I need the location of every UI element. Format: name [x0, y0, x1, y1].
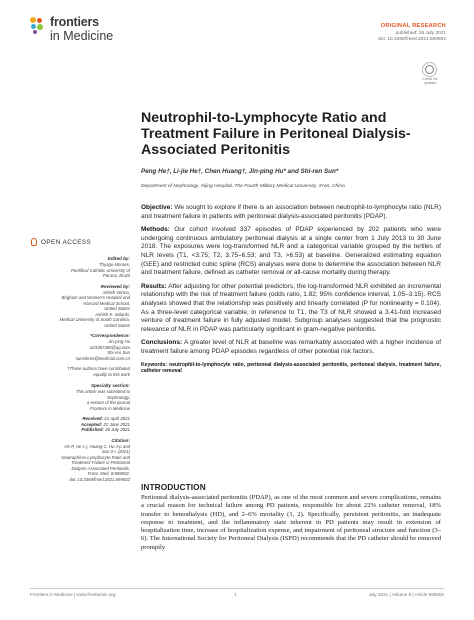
- correspondent-email[interactable]: 523367300@qq.com: [90, 344, 130, 350]
- citation-line: Front. Med. 8:699502.: [87, 471, 130, 477]
- published-date: [31, 427, 130, 433]
- reviewed-by: [31, 284, 130, 329]
- footer-journal-link[interactable]: Frontiers in Medicine | www.frontiersin.org: [30, 592, 116, 597]
- objective-label: Objective:: [141, 204, 173, 211]
- page-header: [0, 0, 474, 62]
- page-number: 1: [234, 592, 237, 597]
- keywords-label: Keywords:: [141, 361, 168, 368]
- specialty-line: Nephrology,: [107, 394, 130, 400]
- note-line: †These authors have contributed: [67, 366, 130, 371]
- article-type: ORIGINAL RESEARCH: [380, 23, 446, 29]
- citation-label: Citation:: [111, 437, 130, 443]
- footer-divider: [30, 588, 444, 589]
- correspondence-label: *Correspondence:: [90, 333, 130, 338]
- equal-contribution-note: [31, 366, 130, 377]
- specialty-line: This article was submitted to: [75, 389, 130, 394]
- open-access-lock-icon: [31, 238, 37, 246]
- received-label: Received:: [82, 416, 104, 421]
- editor-line: Parana, Brazil: [103, 273, 130, 278]
- footer-volume-info: July 2021 | Volume 8 | Article 699502: [368, 592, 444, 597]
- conclusions-text: A greater level of NLR at baseline was remarkably associated with a higher incidence of treatment failure among PDAP episodes regardless of other potential risk factors.: [141, 339, 441, 355]
- results-label: Results:: [141, 282, 167, 290]
- citation: [31, 438, 130, 483]
- citation-doi[interactable]: doi: 10.3389/fmed.2021.699502: [69, 476, 130, 482]
- edited-by-label: Edited by:: [107, 256, 130, 261]
- logo-wordmark: frontiers: [50, 15, 99, 29]
- correspondence: [31, 333, 130, 361]
- received-value: 21 April 2021: [103, 416, 130, 421]
- published-label: Published:: [81, 427, 104, 433]
- open-access-label: OPEN ACCESS: [41, 238, 92, 246]
- reviewer-line: United States: [104, 306, 130, 311]
- introduction-body: Peritoneal dialysis-associated peritonitis (PDAP), as one of the most common and severe complications, remains a crucial reason for technical failure among PD patients, responsible for about 22% catheter removal, 18% transfer to hemodialysis (HD), and 2–6% mortality (1, 2). Specifically, persistent peritonitis, an inadequate response to treatment, and the inflammatory state inherent in PD patients may result in extension of hospitalization time, increase of hospitalization expense, and impairment of peritoneal structure and function (3–6). The International Society for Peritoneal Dialysis (ISPD) recommends that the PD catheter should be removed promptly: [141, 494, 441, 551]
- specialty-section: [31, 383, 130, 411]
- reviewer-line: Harvard Medical School,: [83, 300, 130, 306]
- citation-line: He P, He L-j, Huang C, Hu J-p and: [64, 443, 130, 449]
- frontiers-logo-icon: [30, 17, 46, 35]
- open-access-badge: [31, 238, 130, 246]
- methods-text: Our cohort involved 337 episodes of PDAP experienced by 202 patients who were undergoing continuous ambulatory peritoneal dialysis at a single center from 1 July 2013 to 30 June 2018. The exposures were log-transformed NLR and a categorical variable grouped by the tertiles of NLR levels (T1, <3.75; T2, 3.75–6.53; and T3, >6.53) at baseline. Generalized estimating equation (GEE) and restricted cubic spline (RCS) analyses were done to determine the association between NLR and treatment failure, defined as catheter removal or all-cause mortality during therapy.: [141, 226, 441, 277]
- edited-by: [31, 256, 130, 279]
- keywords: [141, 362, 441, 376]
- check-updates-icon[interactable]: [422, 62, 437, 77]
- accepted-label: Accepted:: [80, 421, 103, 427]
- publish-date: published: 26 July 2021: [395, 30, 446, 36]
- reviewed-by-label: Reviewed by:: [100, 283, 130, 289]
- editor-line: Thyago Moraes,: [98, 262, 130, 267]
- journal-logo[interactable]: [30, 16, 113, 42]
- dates: [31, 416, 130, 433]
- specialty-line: a section of the journal: [86, 400, 130, 405]
- methods-label: Methods:: [141, 226, 170, 234]
- reviewer-line: Brigham and Women's Hospital and: [61, 295, 130, 300]
- doi-link[interactable]: doi: 10.3389/fmed.2021.699502: [378, 37, 446, 42]
- sidebar: [31, 238, 130, 487]
- reviewer-line: United States: [104, 322, 130, 328]
- introduction-heading: INTRODUCTION: [141, 482, 206, 492]
- correspondent-name: Jin-ping Hu: [108, 339, 130, 344]
- editor-line: Pontifical Catholic University of: [71, 267, 130, 273]
- note-line: equally to this work: [93, 371, 130, 377]
- citation-line: Sun S-r (2021): [101, 449, 130, 455]
- abstract-methods: [141, 226, 441, 278]
- abstract-results: [141, 283, 441, 335]
- specialty-label: Specialty section:: [90, 383, 130, 388]
- objective-text: We sought to explore if there is an association between neutrophil-to-lymphocyte ratio (NLR) and treatment failure in patients with peritoneal dialysis-associated peritonitis (PDAP).: [141, 204, 441, 220]
- author-list: Peng He†, Li-jie He†, Chen Huang†, Jin-ping Hu* and Shi-ren Sun*: [141, 168, 339, 175]
- accepted-value: 22 June 2021: [102, 421, 130, 427]
- specialty-line: Frontiers in Medicine: [90, 405, 130, 411]
- abstract-objective: [141, 204, 441, 221]
- results-text: After adjusting for other potential predictors, the log-transformed NLR exhibited an incremental relationship with the risk of treatment failure (odds ratio, 1.82; 95% confidence interval, 1.05–3.15). RCS analyses showed that the relationship was positively and linearly correlated (P for nonlinearity = 0.104). As a three-level categorical variable, in reference to T1, the T3 of NLR showed a 3.41-fold increased venture of treatment failure in fully adjusted model. Subgroup analyses suggested that the prognostic relevance of NLR in PDAP was particularly significant in gram-negative peritonitis.: [141, 282, 441, 333]
- affiliation: Department of Nephrology, Xijing Hospital, The Fourth Military Medical University, Xi'an, China: [141, 184, 345, 189]
- reviewer-line: Ashish K. Solanki,: [95, 311, 130, 317]
- abstract-conclusions: [141, 339, 441, 356]
- abstract: [141, 204, 441, 380]
- correspondent-name: Shi-ren Sun: [107, 350, 130, 355]
- published-value: 26 July 2021: [103, 427, 130, 433]
- citation-line: Dialysis-Associated Peritonitis.: [71, 465, 130, 471]
- reviewer-line: Medical University of South Carolina,: [59, 317, 130, 322]
- citation-line: Neutrophil-to-Lymphocyte Ratio and: [61, 454, 130, 460]
- article-meta: [378, 23, 446, 42]
- conclusions-label: Conclusions:: [141, 339, 183, 347]
- article-title: Neutrophil-to-Lymphocyte Ratio and Treatment Failure in Peritoneal Dialysis-Associated Peritonitis: [141, 110, 411, 158]
- check-updates-label[interactable]: Check for updates: [422, 77, 438, 85]
- keywords-text: neutrophil-to-lymphocyte ratio, peritoneal dialysis-associated peritonitis, peritoneal dialysis, treatment failure, catheter removal: [141, 361, 441, 375]
- reviewer-line: Ashish Verma,: [102, 289, 130, 295]
- correspondent-email[interactable]: sunshiren@medmail.com.cn: [75, 355, 130, 361]
- logo-journal-name: in Medicine: [50, 28, 114, 43]
- citation-line: Treatment Failure in Peritoneal: [71, 460, 130, 466]
